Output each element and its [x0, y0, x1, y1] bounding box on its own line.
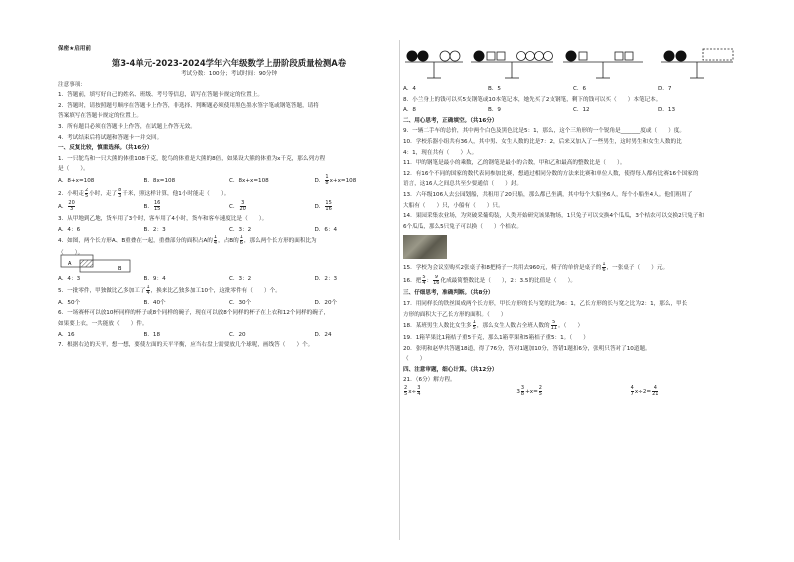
market-photo — [403, 235, 447, 259]
q5-text: 5．一批零件，甲独做比乙多加工了 $\frac{1}{4}$ ，换来比乙独多加工10个，这批零件有（ ）个。 — [58, 284, 281, 296]
q18-text: 18．某班男生人数比女生多 $\frac{1}{5}$ ，那么女生人数占全班人数的 $\frac{5}{11}$ 。（ ） — [403, 320, 584, 332]
left-column — [58, 34, 400, 351]
q6-options: A．16 B．18 C．20 D．24 — [58, 331, 332, 338]
exam-info: 考试分数：100分；考试时间：90分钟 — [180, 70, 278, 77]
q17-text-cont: 方形的面积大于乙长方形的面积。（ ） — [403, 311, 507, 318]
q20-text: 20．张明和赵华共答题18道，得了76分，答对1题加10分，答错1题扣6分，张明只答对了10道题。 — [403, 345, 651, 352]
note-item: 答案填写在答题卡规定的位置上。 — [58, 113, 142, 120]
q9-text: 9．一辆二手车的总价，其中两个白色及黑色比是5：1，那么，这个三角形的一个锐角是_______度或（ ）度。 — [403, 128, 685, 135]
q1-options — [58, 175, 400, 188]
note-item: 1．答题前，填写好自己的姓名、班级、考号等信息，请写在答题卡规定的位置上。 — [58, 92, 263, 99]
q1-option-b: B．8x=108 — [143, 177, 176, 184]
q15-text: 15．学校为会议室购买2张桌子和8把椅子一共用去960元，椅子的单价是桌子的 $\frac{1}{6}$ ，一张桌子（ ）元。 — [403, 262, 669, 274]
q12-text-cont: 语言，这16人之间总共至少要通信（ ）封。 — [403, 181, 522, 188]
q14-text: 14．果园采集农业场，为突破采葡萄装，人类开始研究该果物场，1只兔子可以交换4个瓜瓜，3个桔农可以交换2只兔子和 — [403, 213, 705, 220]
q8-text: 8．小兰身上的钱可以买5支钢笔或10本笔记本，她先买了2支钢笔，剩下的钱可以买（ ）本笔记本。 — [403, 96, 662, 103]
q6-text-cont: 如果要上衣，一共能放（ ）件。 — [58, 320, 148, 327]
exam-title: 第3-4单元-2023-2024学年六年级数学上册阶段质量检测A卷 — [111, 57, 347, 68]
notes-heading: 注意事项： — [58, 81, 86, 88]
q21-text: 21．（6分）解方程。 — [403, 377, 456, 384]
q7-text: 7．根据右边的天平，想一想，要使左面的天平平衡，应当右盘上需要放几个球呢，画线答（ ）个。 — [58, 342, 314, 349]
q8-options: A．8 B．9 C．12 D．13 — [403, 107, 676, 114]
svg-text:A: A — [68, 261, 72, 268]
q2-option-a: A． $\frac{20}{3}$ — [58, 199, 75, 212]
q1-text-cont: 是（ ）。 — [58, 166, 89, 173]
q14-text-cont: 6个瓜瓜，那么5只兔子可以换（ ）个桔农。 — [403, 223, 522, 230]
equation-1: $\frac{2}{5}$ x÷ $\frac{3}{4}$ — [404, 385, 421, 398]
q11-text: 11．甲的钢笔是最小的乘数，乙的钢笔是最小的合数，甲和乙和最高的整数比是（ ）。 — [403, 160, 626, 167]
q7-options: A．4 B．5 C．6 D．7 — [403, 86, 672, 92]
overlap-rectangles-diagram — [60, 254, 150, 274]
section4-heading: 四、注意审题，细心计算。（共12分） — [403, 366, 498, 373]
overlap-region — [80, 260, 93, 267]
q10-text: 10．学校乐器小组共有36人，其中男、女生人数的比是7：2，后来又加入了一些男生，这时男生和女生人数的比 — [403, 138, 682, 145]
confidential-mark: 保密★启用前 — [58, 46, 91, 52]
q12-text: 12．有16个不同的国家的数代表同参加比赛，想通过相同分数的方法来比赛和单位人数，使得每人都有比赛16个国家的 — [403, 170, 699, 177]
q3-options: A．4：6 B．2：3 C．3：2 D．6：4 — [58, 226, 338, 233]
balance-scales-figure — [403, 44, 743, 84]
q2-option-b: B． $\frac{16}{15}$ — [143, 199, 161, 212]
q20-text-cont: （ ） — [403, 356, 426, 363]
q17-text: 17．用同样长的铁丝围成两个长方形，甲长方形的长与宽的比为6：1，乙长方形的长与宽之比为2：1，那么，甲长 — [403, 300, 688, 307]
balance-scales-icon — [403, 44, 743, 84]
q2-option-d: D． $\frac{15}{16}$ — [314, 199, 332, 212]
note-item: 3．所有题目必须在答题卡上作答，在试题上作答无效。 — [58, 123, 196, 130]
q13-text: 13．六年级106人去公园划船，共租用了20只船，那么都已坐满，其中每个大船坐6人，每个小船坐4人。他们租用了 — [403, 191, 693, 198]
q21-equations — [403, 386, 743, 399]
q2-text: 2．小明走 $\frac{2}{5}$ 小时，走了 $\frac{8}{3}$ 千米，照这样计算，他1小时能走（ ）。 — [58, 187, 230, 199]
q4-figure: （ ）。 A B — [58, 248, 400, 274]
right-column — [403, 44, 743, 399]
q1-option-c: C．8x+x=108 — [229, 177, 269, 184]
note-item: 4．考试结束后将试题和答题卡一并交回。 — [58, 134, 163, 141]
q1-text: 1．一只鸵鸟和一只大熊的体重108千克，鸵鸟的体重是大熊的8倍，如果设大熊的体重为x千克，那么列方程 — [58, 155, 326, 162]
q19-text: 19．1箱苹果比1箱桔子重5千克，那么1箱苹果和5箱桔子重5：1。（ ） — [403, 335, 589, 342]
q6-text: 6．一场赛杯可以放10杯同样的杯子或8个同样的碗子，现在可以放8个同样的杯子在上衣和12个同样的碗子， — [58, 310, 330, 317]
section3-heading: 三、仔细思考，准确判断。（共8分） — [403, 290, 494, 297]
q13-text-cont: 大船有（ ）只，小船有（ ）只。 — [403, 202, 504, 209]
q10-text-cont: 4：1，现在共有（ ）人。 — [403, 149, 478, 156]
section2-heading: 二、用心思考，正确填空。（共16分） — [403, 117, 498, 124]
q4-options: A．4：3 B．9：4 C．3：2 D．2：3 — [58, 276, 338, 283]
q4-text: 4．如图，两个长方形A、B重叠在一起，重叠部分的面积占A的 $\frac{1}{4}$ ，占B的 $\frac{1}{6}$ ，那么两个长方形的面积比为 — [58, 235, 317, 247]
q5-options: A．50个 B．40个 C．30个 D．20个 — [58, 299, 338, 306]
q16-text: 16．把 $\frac{5}{4}$ ： $\frac{9}{16}$ 化成最简整数比是（ ），2：3.5的比值是（ ）。 — [403, 275, 576, 287]
q3-text: 3．从甲地到乙地，货车用了3个时，客车用了4小时，货车和客车速度比是（ ）。 — [58, 215, 268, 222]
q2-options — [58, 201, 400, 214]
q1-option-a: A．8+x=108 — [58, 177, 95, 184]
svg-text:B: B — [118, 266, 122, 273]
q2-option-c: C． $\frac{3}{20}$ — [229, 199, 246, 212]
note-item: 2．答题时，请按照题号顺序在答题卡上作答，非选择、判断题必须使用黑色墨水签字笔或钢笔答题，请将 — [58, 102, 319, 109]
equation-3: $\frac{4}{7}$ x÷2= $\frac{4}{21}$ — [630, 385, 659, 398]
section1-heading: 一、反复比较，慎重选择。（共16分） — [58, 145, 153, 152]
equation-2: 3 $\frac{3}{8}$ +x= $\frac{2}{5}$ — [516, 385, 542, 398]
q1-option-d: D． $\frac{1}{8}$ x+x=108 — [314, 173, 357, 186]
